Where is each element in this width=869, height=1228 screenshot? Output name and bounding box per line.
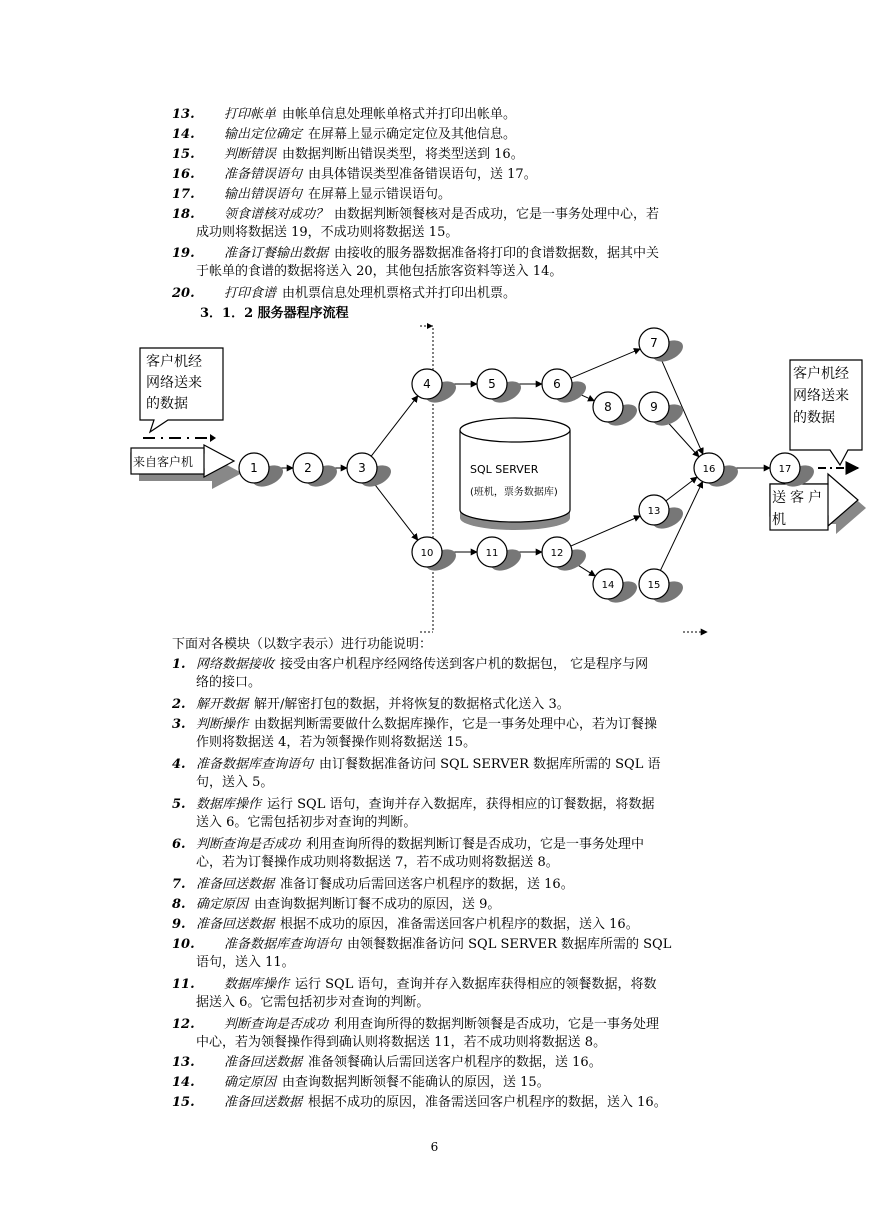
item-number: 8. (172, 897, 186, 912)
right-output-line2: 机 (772, 512, 786, 528)
item-term: 确定原因 (196, 897, 249, 912)
item-number: 14. (172, 127, 195, 142)
flow-node-15 (639, 569, 686, 607)
list-item (172, 126, 742, 144)
item-text: 根据不成功的原因，准备需送回客户机程序的数据，送入 16。 (308, 1095, 667, 1110)
right-bubble-line1: 客户机经 (793, 366, 849, 382)
item-text: 由订餐数据准备访问 SQL SERVER 数据库所需的 SQL 语 (319, 757, 661, 772)
list-item (172, 106, 742, 124)
flow-node-7 (639, 328, 686, 366)
item-number: 11. (172, 977, 195, 992)
item-text: 由接收的服务器数据准备将打印的食谱数据数，据其中关 (334, 246, 660, 261)
item-text: 由查询数据判断领餐不能确认的原因，送 15。 (282, 1075, 550, 1090)
item-number: 5. (172, 797, 186, 812)
item-continuation: 送入 6。它需包括初步对查询的判断。 (196, 815, 417, 830)
flow-node-label: 13 (647, 506, 661, 517)
item-text: 由数据判断需要做什么数据库操作，它是一事务处理中心，若为订餐操 (254, 717, 658, 732)
item-term: 判断操作 (196, 717, 249, 732)
item-term: 准备回送数据 (196, 917, 275, 932)
item-term: 准备回送数据 (224, 1055, 303, 1070)
flow-node-label: 3 (358, 461, 366, 475)
list-item (172, 976, 742, 1012)
item-continuation: 心，若为订餐操作成功则将数据送 7，若不成功则将数据送 8。 (196, 855, 559, 870)
item-term: 解开数据 (196, 697, 249, 712)
left-input-label: 来自客户机 (133, 455, 194, 469)
item-term: 确定原因 (224, 1075, 277, 1090)
item-text: 在屏幕上显示错误语句。 (308, 187, 452, 202)
flow-node-label: 7 (650, 336, 658, 350)
list-item (172, 656, 742, 692)
item-text: 利用查询所得的数据判断订餐是否成功，它是一事务处理中 (306, 837, 645, 852)
item-term: 数据库操作 (196, 797, 262, 812)
item-number: 12. (172, 1017, 195, 1032)
item-number: 20. (172, 286, 195, 301)
item-term: 网络数据接收 (196, 657, 275, 672)
database-cylinder (460, 418, 570, 530)
right-output-line1: 送客户 (772, 490, 826, 506)
list-item (172, 696, 742, 714)
item-term: 准备订餐输出数据 (224, 246, 329, 261)
item-text: 准备订餐成功后需回送客户机程序的数据，送 16。 (280, 877, 574, 892)
item-text: 准备领餐确认后需回送客户机程序的数据，送 16。 (308, 1055, 602, 1070)
list-item (172, 916, 742, 934)
left-bubble-line2: 网络送来 (146, 375, 202, 391)
list-item (172, 796, 742, 832)
item-number: 4. (172, 757, 186, 772)
flow-node-label: 16 (702, 464, 716, 475)
item-continuation: 语句，送入 11。 (196, 955, 295, 970)
item-term: 输出错误语句 (224, 187, 303, 202)
flow-edge-12-13 (571, 516, 640, 546)
flow-node-label: 4 (423, 377, 431, 391)
flow-node-label: 11 (485, 548, 499, 559)
flow-node-13 (639, 495, 686, 533)
db-subtitle: (班机，票务数据库) (470, 487, 558, 498)
item-term: 判断查询是否成功 (224, 1017, 329, 1032)
flow-edge-13-16 (666, 477, 697, 501)
item-term: 准备错误语句 (224, 167, 303, 182)
item-continuation: 句，送入 5。 (196, 775, 274, 790)
item-text: 由具体错误类型准备错误语句，送 17。 (308, 167, 537, 182)
item-text: 由查询数据判断订餐不成功的原因，送 9。 (254, 897, 501, 912)
item-number: 17. (172, 187, 195, 202)
flow-node-12 (542, 537, 589, 575)
left-bubble-line3: 的数据 (146, 396, 188, 412)
item-continuation: 作则将数据送 4，若为领餐操作则将数据送 15。 (196, 735, 477, 750)
flow-node-11 (477, 537, 524, 575)
item-term: 准备回送数据 (224, 1095, 303, 1110)
flow-node-label: 8 (604, 400, 612, 414)
item-number: 13. (172, 107, 195, 122)
item-number: 3. (172, 717, 186, 732)
item-continuation: 络的接口。 (196, 675, 262, 690)
flow-node-label: 5 (488, 377, 496, 391)
item-number: 16. (172, 167, 195, 182)
list-item (172, 1016, 742, 1052)
list-item (172, 166, 742, 184)
item-continuation: 于帐单的食谱的数据将送入 20，其他包括旅客资料等送入 14。 (196, 264, 563, 279)
item-text: 由数据判断领餐核对是否成功，它是一事务处理中心，若 (334, 207, 660, 222)
server-flow-diagram (0, 320, 869, 640)
item-term: 输出定位确定 (224, 127, 303, 142)
list-item (172, 836, 742, 872)
flow-node-5 (477, 369, 524, 407)
flow-node-3 (347, 453, 394, 491)
item-continuation: 成功则将数据送 19，不成功则将数据送 15。 (196, 225, 459, 240)
item-number: 2. (172, 697, 186, 712)
flow-node-14 (593, 569, 640, 607)
item-term: 准备回送数据 (196, 877, 275, 892)
item-number: 13. (172, 1055, 195, 1070)
flow-node-1 (239, 453, 286, 491)
intro-text: 下面对各模块（以数字表示）进行功能说明： (172, 637, 433, 652)
item-number: 10. (172, 937, 195, 952)
flow-node-6 (542, 369, 589, 407)
flow-node-label: 14 (601, 580, 615, 591)
item-term: 打印食谱 (224, 286, 277, 301)
section-heading: 3．1．2 服务器程序流程 (200, 306, 349, 321)
flow-node-label: 1 (250, 461, 258, 475)
item-text: 根据不成功的原因，准备需送回客户机程序的数据，送入 16。 (280, 917, 639, 932)
item-term: 判断错误 (224, 147, 277, 162)
item-term: 准备数据库查询语句 (196, 757, 314, 772)
list-item (172, 146, 742, 164)
item-number: 15. (172, 1095, 195, 1110)
list-item (172, 1094, 742, 1112)
item-text: 在屏幕上显示确定定位及其他信息。 (308, 127, 517, 142)
list-item (172, 716, 742, 752)
list-item (172, 245, 742, 281)
item-text: 运行 SQL 语句，查询并存入数据库获得相应的领餐数据，将数 (295, 977, 657, 992)
list-item (172, 206, 742, 242)
flow-node-label: 6 (553, 377, 561, 391)
page-number: 6 (430, 1140, 439, 1154)
item-number: 7. (172, 877, 186, 892)
item-text: 接受由客户机程序经网络传送到客户机的数据包， 它是程序与网 (280, 657, 649, 672)
flow-node-10 (412, 537, 459, 575)
db-title: SQL SERVER (470, 463, 539, 476)
item-number: 18. (172, 207, 195, 222)
item-continuation: 据送入 6。它需包括初步对查询的判断。 (196, 995, 430, 1010)
flow-node-label: 10 (420, 548, 434, 559)
list-item (172, 186, 742, 204)
flow-node-label: 12 (550, 548, 564, 559)
item-term: 准备数据库查询语句 (224, 937, 342, 952)
flow-node-2 (293, 453, 340, 491)
flow-node-label: 9 (650, 400, 658, 414)
list-item (172, 1074, 742, 1092)
item-number: 19. (172, 246, 195, 261)
list-item (172, 756, 742, 792)
flow-node-9 (639, 392, 686, 430)
item-continuation: 中心，若为领餐操作得到确认则将数据送 11，若不成功则将数据送 8。 (196, 1035, 607, 1050)
item-term: 判断查询是否成功 (196, 837, 301, 852)
flow-edge-3-4 (371, 396, 418, 456)
item-text: 运行 SQL 语句，查询并存入数据库，获得相应的订餐数据，将数据 (267, 797, 655, 812)
list-item (172, 285, 742, 303)
item-term: 领食谱核对成功？ (224, 207, 329, 222)
right-bubble-line2: 网络送来 (793, 388, 849, 404)
flow-node-4 (412, 369, 459, 407)
item-text: 由帐单信息处理帐单格式并打印出帐单。 (282, 107, 517, 122)
list-item (172, 936, 742, 972)
list-item (172, 876, 742, 894)
list-item (172, 1054, 742, 1072)
flow-edge-3-10 (371, 480, 418, 540)
item-number: 6. (172, 837, 186, 852)
flow-node-label: 15 (647, 580, 661, 591)
left-bubble-line1: 客户机经 (146, 354, 202, 370)
item-text: 由数据判断出错误类型，将类型送到 16。 (282, 147, 524, 162)
list-item (172, 896, 742, 914)
item-text: 由机票信息处理机票格式并打印出机票。 (282, 286, 517, 301)
item-text: 利用查询所得的数据判断领餐是否成功，它是一事务处理 (334, 1017, 660, 1032)
item-number: 1. (172, 657, 186, 672)
item-number: 14. (172, 1075, 195, 1090)
item-text: 解开/解密打包的数据，并将恢复的数据格式化送入 3。 (254, 697, 570, 712)
flow-node-label: 17 (778, 464, 792, 475)
item-term: 打印帐单 (224, 107, 277, 122)
flow-edge-6-7 (571, 349, 640, 378)
item-text: 由领餐数据准备访问 SQL SERVER 数据库所需的 SQL (347, 937, 672, 952)
flow-node-label: 2 (304, 461, 312, 475)
item-number: 15. (172, 147, 195, 162)
item-term: 数据库操作 (224, 977, 290, 992)
right-bubble-line3: 的数据 (793, 410, 835, 426)
item-number: 9. (172, 917, 186, 932)
flow-node-8 (593, 392, 640, 430)
